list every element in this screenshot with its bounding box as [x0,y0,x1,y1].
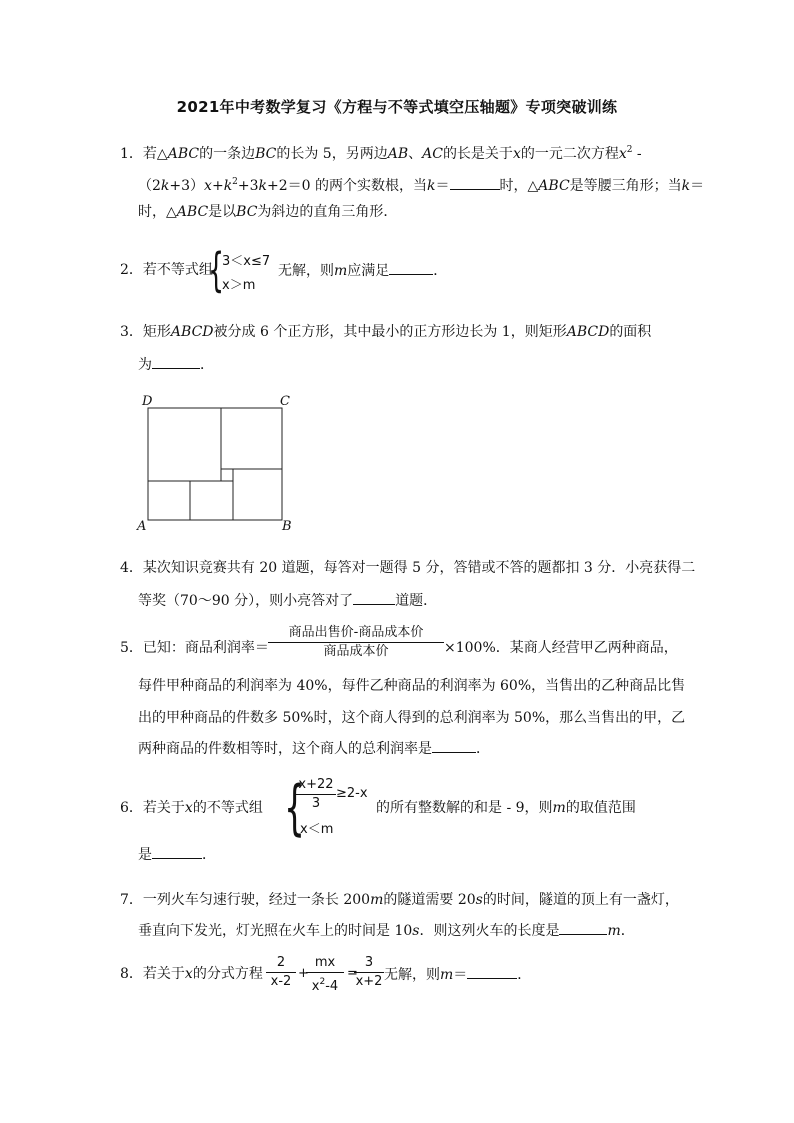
question-5-pre [120,638,269,658]
question-4-line-1 [120,558,695,578]
text: 是 [138,847,152,863]
text: x [184,800,193,816]
answer-blank[interactable] [389,260,433,275]
text: 某次知识竞赛共有 20 道题，每答对一题得 5 分，答错或不答的题都扣 3 分．小亮获得二 [142,560,696,576]
text: x [184,966,193,982]
exponent: 2 [232,177,238,187]
answer-blank[interactable] [152,844,202,859]
text: 两种商品的件数相等时，这个商人的总利润率是 [138,741,432,757]
text: k [427,178,436,194]
fraction-denominator: x-2 [270,974,292,989]
text: 若△ [142,146,168,162]
question-2-tail [278,260,447,281]
text: 无解，则 [384,967,440,983]
text: 的所有整数解的和是 - 9，则 [376,800,553,816]
text: + [211,178,224,194]
text: 、 [408,146,423,162]
square-bottom-right [233,469,282,520]
question-number: 1． [120,146,143,162]
text: 若关于 [142,966,185,982]
inequality-row-2: x＞m [222,278,256,293]
equals-sign: = [347,966,358,981]
answer-blank[interactable] [559,920,607,935]
text: +2＝0 的两个实数根，当 [267,178,428,194]
text: m [607,923,621,939]
text: 的不等式组 [192,800,263,816]
left-brace: { [284,773,306,843]
text: （2 [138,178,161,194]
fraction-numerator: 商品出售价-商品成本价 [268,624,444,643]
text: 是等腰三角形；当 [569,178,682,194]
text: 若不等式组 [142,262,213,278]
text: x [512,146,521,162]
fraction-3 [354,954,384,991]
text: 的时间，隧道的顶上有一盏灯， [482,892,679,908]
label-D: D [142,394,153,409]
text: BC [236,204,258,220]
rectangle-figure [136,392,296,532]
text: 被分成 6 个正方形，其中最小的正方形边长为 1，则矩形 [213,324,567,340]
text: ＝ [690,178,705,194]
text: 的长为 5，另两边 [276,146,388,162]
question-2-line [120,260,213,280]
profit-rate-fraction [268,624,444,661]
text: 的长是关于 [442,146,513,162]
page-title: 2021年中考数学复习《方程与不等式填空压轴题》专项突破训练 [176,98,618,116]
question-number: 7． [120,892,143,908]
text: 一列火车匀速行驶，经过一条长 200 [142,892,371,908]
text: ABC [167,146,200,162]
text: x [618,146,627,162]
fraction-numerator: mx [306,954,344,973]
label-A: A [137,519,147,534]
text: - [632,146,642,162]
square-large [148,408,221,481]
text: x [204,178,212,194]
question-5-post: ×100%．某商人经营甲乙两种商品， [444,640,678,656]
answer-blank[interactable] [432,738,476,753]
question-8-post [384,964,531,985]
inequality-fraction [296,776,336,813]
text: BC [255,146,277,162]
question-5-line-3: 出的甲种商品的件数多 50%时，这个商人得到的总利润率为 50%，那么当售出的甲，乙 [138,710,686,726]
text: m [440,967,454,983]
exponent: 2 [626,145,633,155]
text: 应满足 [347,263,390,279]
text: AC [422,146,443,162]
inequality-row-1: 3＜x≤7 [222,254,271,269]
text: m [370,892,384,908]
label-C: C [280,394,290,409]
text: ABC [176,204,209,220]
question-number: 8． [120,966,143,982]
text: ABCD [170,324,214,340]
question-6-post [376,798,636,818]
text: 若关于 [142,800,185,816]
exponent: 2 [319,977,326,987]
text: 时，△ [138,204,177,220]
square-top-right [221,408,282,469]
text: +3 [237,178,259,194]
text: x [311,979,320,994]
text: ． [202,847,216,863]
text: ＝ [453,967,468,983]
text: ABCD [566,324,610,340]
answer-blank[interactable] [450,175,500,190]
question-1-line-2 [138,172,704,196]
text: 的面积 [609,324,652,340]
question-6-pre [120,798,263,818]
question-3-line-1 [120,322,651,342]
fraction-denominator [306,973,344,996]
text: 的分式方程 [192,966,263,982]
square-bottom-middle [190,481,233,520]
text: ． [620,923,635,939]
question-3-line-2 [138,354,214,375]
left-brace: { [208,243,225,297]
text: 是以 [208,204,237,220]
text: 时，△ [499,178,539,194]
text: 道题． [395,593,438,609]
text: -4 [325,979,339,994]
answer-blank[interactable] [152,354,200,369]
question-1-line-3 [138,202,397,222]
question-number: 6． [120,800,143,816]
text: ． [517,967,532,983]
question-7-line-1 [120,890,679,910]
fraction-1 [266,954,296,991]
text: ．则这列火车的长度是 [419,923,560,939]
text: ． [433,263,448,279]
text: 为斜边的直角三角形． [257,204,398,220]
question-number: 5． [120,640,143,656]
question-5-line-4 [138,738,490,759]
text: 已知：商品利润率＝ [142,640,269,656]
text: 垂直向下发光，灯光照在火车上的时间是 10 [138,923,413,939]
text: m [552,800,566,816]
fraction-2 [306,954,344,996]
answer-blank[interactable] [353,590,395,605]
text: ． [200,357,214,373]
text: s [412,923,420,939]
text: m [334,263,348,279]
text: ＝ [435,178,450,194]
question-number: 4． [120,560,143,576]
text: +3） [169,178,205,194]
fraction-numerator: x+22 [296,776,336,795]
fraction-denominator: x+2 [355,974,383,989]
text: s [475,892,483,908]
text: ． [476,741,490,757]
answer-blank[interactable] [467,964,517,979]
text: 的取值范围 [565,800,636,816]
question-7-line-2 [138,920,635,941]
text: 为 [138,357,152,373]
inequality-row-2: x＜m [300,822,334,837]
question-number: 2． [120,262,143,278]
question-number: 3． [120,324,143,340]
text: 矩形 [142,324,171,340]
question-5-line-2: 每件甲种商品的利润率为 40%，每件乙种商品的利润率为 60%，当售出的乙种商品比售 [138,678,686,694]
text: ABC [538,178,570,194]
fraction-denominator: 3 [311,796,321,811]
text: 的一元二次方程 [520,146,619,162]
rectangle-abcd [148,408,282,520]
text: 的隧道需要 20 [383,892,476,908]
text: AB [387,146,409,162]
square-smallest [221,469,233,481]
fraction-denominator: 商品成本价 [323,644,389,659]
text: 无解，则 [278,263,334,279]
fraction-numerator: 2 [266,954,296,973]
square-bottom-left [148,481,190,520]
text: 等奖（70～90 分），则小亮答对了 [138,593,354,609]
question-8-pre [120,964,263,984]
fraction-numerator: 3 [354,954,384,973]
plus-sign: + [298,966,309,981]
text: k [160,178,170,194]
question-1-line-1 [120,140,642,164]
question-6-line-2 [138,844,216,865]
inequality-row-1-rest: ≥2-x [336,786,368,801]
text: k [258,178,268,194]
question-4-line-2 [138,590,437,611]
text: k [223,178,233,194]
text: 的一条边 [199,146,256,162]
label-B: B [282,519,292,534]
text: k [681,178,691,194]
